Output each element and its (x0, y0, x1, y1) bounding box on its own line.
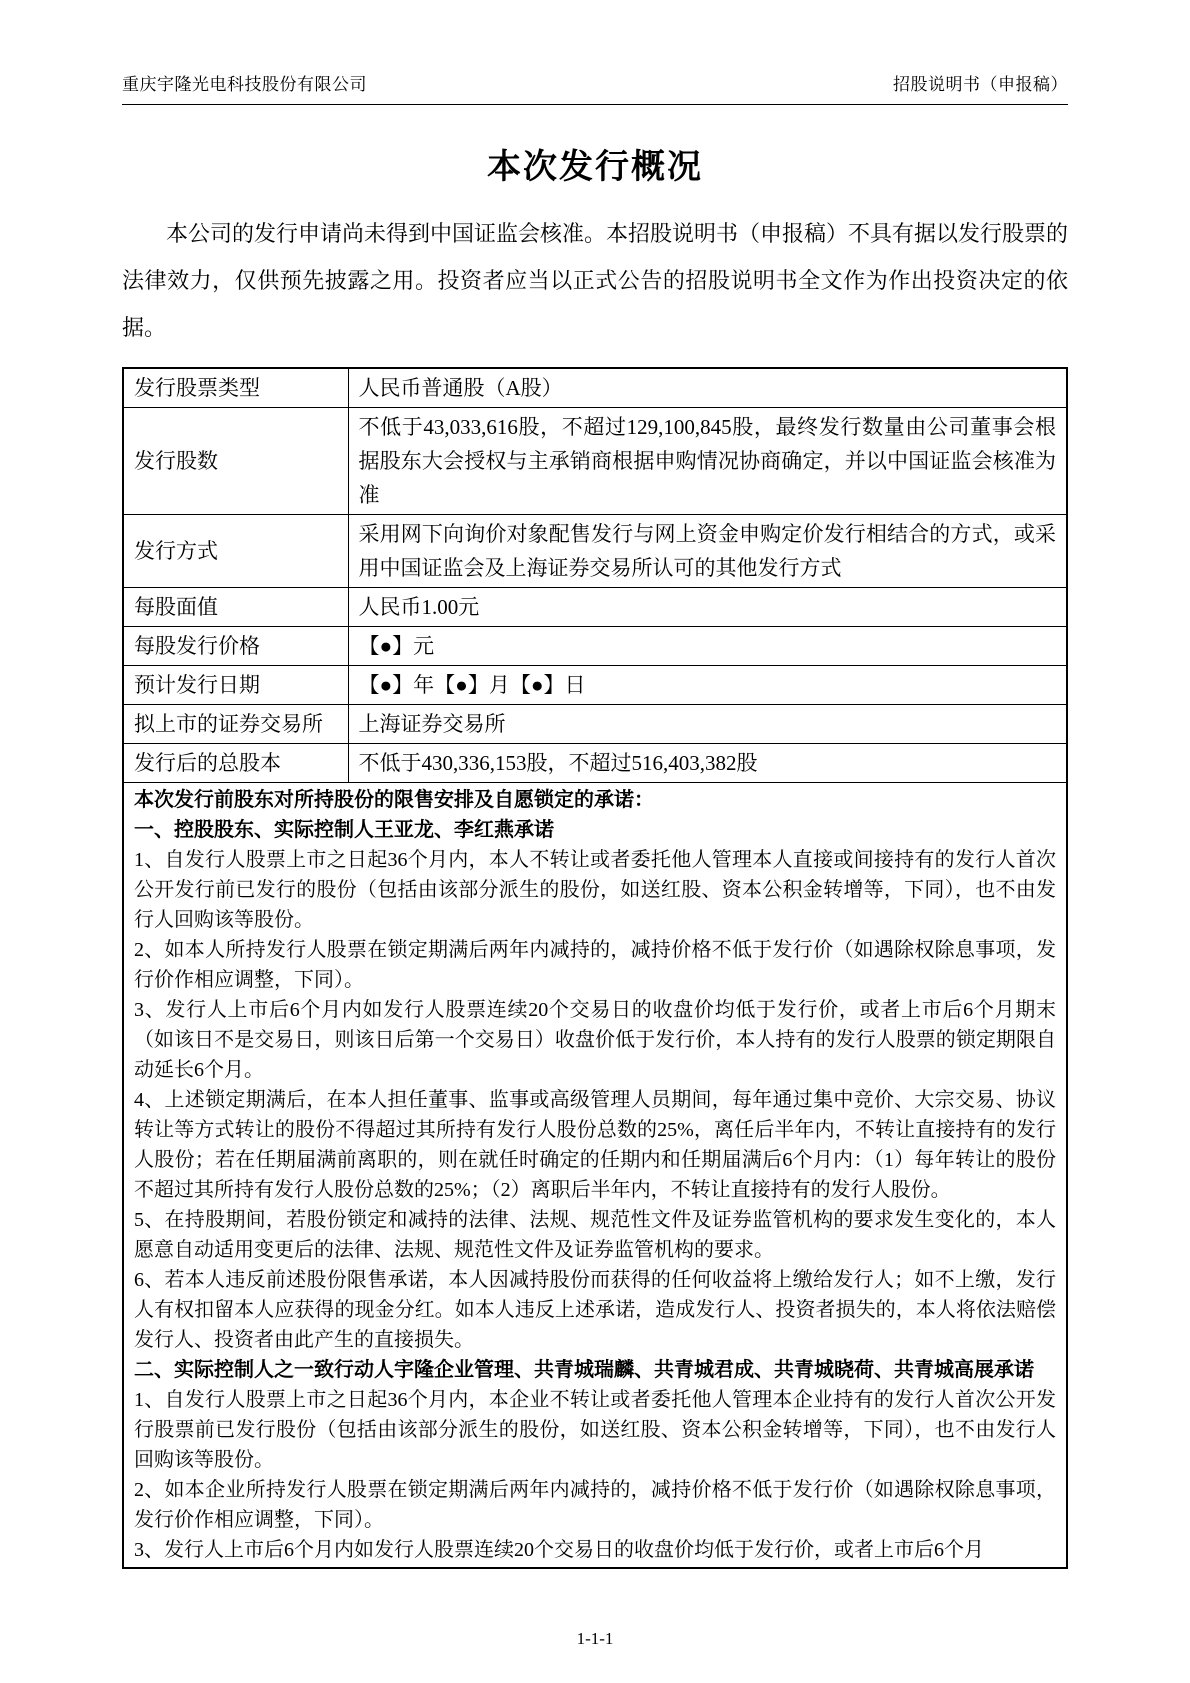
row-label: 发行方式 (123, 515, 348, 588)
commitment-paragraph: 2、如本人所持发行人股票在锁定期满后两年内减持的，减持价格不低于发行价（如遇除权除息事项，发行价作相应调整，下同）。 (134, 939, 1056, 991)
intro-paragraph: 本公司的发行申请尚未得到中国证监会核准。本招股说明书（申报稿）不具有据以发行股票的法律效力，仅供预先披露之用。投资者应当以正式公告的招股说明书全文作为作出投资决定的依据。 (122, 221, 1069, 340)
commitment-paragraph: 3、发行人上市后6个月内如发行人股票连续20个交易日的收盘价均低于发行价，或者上市后6个月期末（如该日不是交易日，则该日后第一个交易日）收盘价低于发行价，本人持有的发行人股票的锁定期限自动延长6个月。 (134, 999, 1056, 1081)
row-label: 发行股数 (123, 408, 348, 515)
commitment-paragraph: 2、如本企业所持发行人股票在锁定期满后两年内减持的，减持价格不低于发行价（如遇除权除息事项，发行价作相应调整，下同）。 (134, 1479, 1056, 1531)
commitments-row (123, 783, 1067, 1569)
table-row (123, 705, 1067, 744)
commitment-paragraph: 6、若本人违反前述股份限售承诺，本人因减持股份而获得的任何收益将上缴给发行人；如不上缴，发行人有权扣留本人应获得的现金分红。如本人违反上述承诺，造成发行人、投资者损失的，本人将依法赔偿发行人、投资者由此产生的直接损失。 (134, 1269, 1056, 1351)
commitments-table-body (123, 783, 1067, 1569)
header-doc-type: 招股说明书（申报稿） (893, 75, 1068, 94)
row-label: 预计发行日期 (123, 666, 348, 705)
row-label: 发行股票类型 (123, 368, 348, 408)
row-value: 【●】年【●】月【●】日 (348, 666, 1067, 705)
commitment-paragraph: 4、上述锁定期满后，在本人担任董事、监事或高级管理人员期间，每年通过集中竞价、大宗交易、协议转让等方式转让的股份不得超过其所持有发行人股份总数的25%，离任后半年内，不转让直接持有的发行人股份；若在任期届满前离职的，则在就任时确定的任期内和任期届满后6个月内：（1）每年转让的股份不超过其所持有发行人股份总数的25%；（2）离职后半年内，不转让直接持有的发行人股份。 (134, 1089, 1056, 1201)
header-company-name: 重庆宇隆光电科技股份有限公司 (122, 75, 367, 94)
table-row (123, 408, 1067, 515)
row-value: 不低于430,336,153股，不超过516,403,382股 (348, 744, 1067, 783)
table-row (123, 515, 1067, 588)
commitment-paragraph: 本次发行前股东对所持股份的限售安排及自愿锁定的承诺： (134, 789, 654, 811)
commitment-paragraph: 一、控股股东、实际控制人王亚龙、李红燕承诺 (134, 819, 554, 841)
commitments-cell (123, 783, 1067, 1569)
table-row (123, 588, 1067, 627)
row-value: 人民币1.00元 (348, 588, 1067, 627)
table-row (123, 627, 1067, 666)
commitment-paragraph: 1、自发行人股票上市之日起36个月内，本企业不转让或者委托他人管理本企业持有的发行人首次公开发行股票前已发行股份（包括由该部分派生的股份，如送红股、资本公积金转增等，下同），也不由发行人回购该等股份。 (134, 1389, 1056, 1471)
page-title: 本次发行概况 (487, 149, 703, 186)
page-header (122, 0, 1068, 105)
table-row (123, 666, 1067, 705)
row-label: 每股面值 (123, 588, 348, 627)
row-label: 发行后的总股本 (123, 744, 348, 783)
row-label: 拟上市的证券交易所 (123, 705, 348, 744)
issuance-overview-table (122, 367, 1068, 1569)
table-row (123, 744, 1067, 783)
commitment-paragraph: 二、实际控制人之一致行动人宇隆企业管理、共青城瑞麟、共青城君成、共青城晓荷、共青城高展承诺 (134, 1359, 1034, 1381)
commitment-paragraph: 1、自发行人股票上市之日起36个月内，本人不转让或者委托他人管理本人直接或间接持有的发行人首次公开发行前已发行的股份（包括由该部分派生的股份，如送红股、资本公积金转增等，下同），也不由发行人回购该等股份。 (134, 849, 1056, 931)
row-value: 采用网下向询价对象配售发行与网上资金申购定价发行相结合的方式，或采用中国证监会及上海证券交易所认可的其他发行方式 (348, 515, 1067, 588)
issuance-table-body (123, 368, 1067, 783)
commitments-text-block (134, 785, 1056, 1565)
row-value: 不低于43,033,616股，不超过129,100,845股，最终发行数量由公司董事会根据股东大会授权与主承销商根据申购情况协商确定，并以中国证监会核准为准 (348, 408, 1067, 515)
row-value: 人民币普通股（A股） (348, 368, 1067, 408)
row-label: 每股发行价格 (123, 627, 348, 666)
commitment-paragraph: 3、发行人上市后6个月内如发行人股票连续20个交易日的收盘价均低于发行价，或者上市后6个月 (134, 1539, 984, 1561)
commitment-paragraph: 5、在持股期间，若股份锁定和减持的法律、法规、规范性文件及证券监管机构的要求发生变化的，本人愿意自动适用变更后的法律、法规、规范性文件及证券监管机构的要求。 (134, 1209, 1056, 1261)
row-value: 上海证券交易所 (348, 705, 1067, 744)
row-value: 【●】元 (348, 627, 1067, 666)
table-row (123, 368, 1067, 408)
page-number: 1-1-1 (576, 1629, 614, 1648)
